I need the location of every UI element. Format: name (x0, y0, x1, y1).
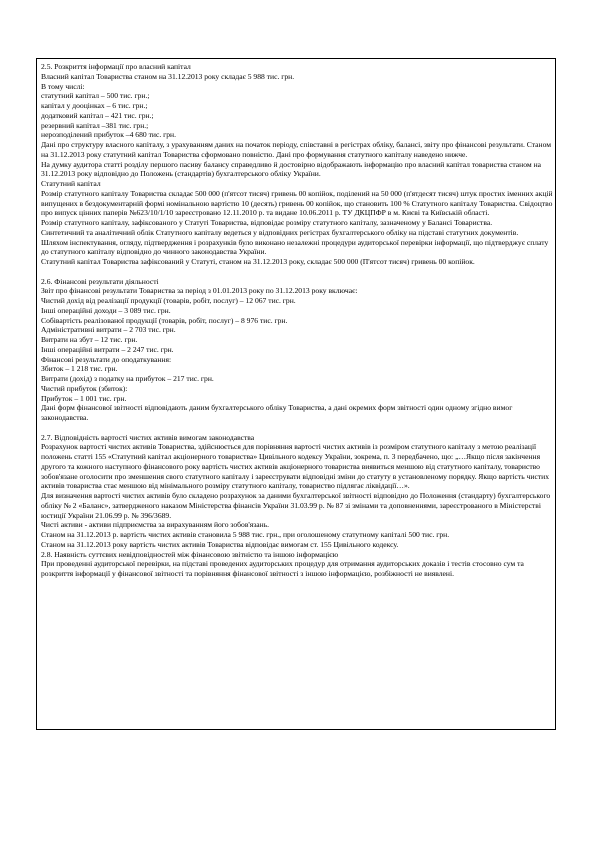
section-heading: 2.6. Фінансові результати діяльності (41, 276, 159, 286)
list-item: Чистий прибуток (збиток): (41, 383, 128, 393)
paragraph: Станом на 31.12.2013 р. вартість чистих активів становила 5 988 тис. грн., при оголошеному статутному капіталі 500 тис. грн. (41, 530, 450, 539)
paragraph: Станом на 31.12.2013 року вартість чистих активів Товариства відповідає вимогам ст. 155 Цивільного кодексу. (41, 539, 399, 549)
list-item: статутний капітал – 500 тис. грн.; (41, 91, 150, 101)
list-item: Витрати на збут – 12 тис. грн. (41, 335, 138, 344)
list-item: Витрати (дохід) з податку на прибуток – 217 тис. грн. (41, 374, 214, 383)
list-item: Інші операційні витрати – 2 247 тис. грн. (41, 344, 174, 354)
list-item: Чистий дохід від реалізації продукції (товарів, робіт, послуг) – 12 067 тис. грн. (41, 296, 296, 305)
list-item: капітал у дооцінках – 6 тис. грн.; (41, 101, 148, 110)
section-heading: 2.8. Наявність суттєвих невідповідностей між фінансовою звітністю та іншою інформацією (41, 549, 339, 559)
section-financial-results (41, 277, 553, 423)
section-heading: 2.5. Розкриття інформації про власний капітал (41, 62, 191, 71)
list-item: Собівартість реалізованої продукції (товарів, робіт, послуг) – 8 976 тис. грн. (41, 315, 288, 325)
list-item: Збиток – 1 218 тис. грн. (41, 364, 118, 374)
list-item: Адміністративні витрати – 2 703 тис. грн. (41, 325, 176, 335)
document-page (36, 58, 556, 730)
section-equity (41, 62, 553, 267)
spacer (41, 423, 553, 433)
list-item: Фінансові результати до оподаткування: (41, 354, 172, 364)
paragraph: Розмір статутного капіталу Товариства складає 500 000 (п'ятсот тисяч) гривень 00 копійок, поділений на 50 000 (п'ятдесят тисяч) штук простих іменних акцій випущених в бездокументарній формі номінальною вартістю 10 (десять) гривень 00 копійок, що становить 100 % Статутного капіталу Товариства. Свідоцтво про випуск цінних паперів №623/10/1/10 зареєстровано 12.11.2010 р. та видане 10.06.2011 р. ТУ ДКЦПФР в м. Києві та Київській області. (41, 188, 553, 218)
list-item: додатковий капітал – 421 тис. грн.; (41, 110, 154, 120)
paragraph: Для визначення вартості чистих активів було складено розрахунок за даними бухгалтерської звітності відповідно до Положення (стандарту) бухгалтерського обліку № 2 «Баланс», затвердженого наказом Міністерства фінансів України 31.03.99 р. № 87 зі змінами та доповненнями, зареєстрованого в Міністерстві юстиції України 21.06.99 р. № 396/3689. (41, 491, 551, 520)
paragraph: На думку аудитора статті розділу першого пасиву балансу справедливо й достовірно відображають інформацію про власний капітал товариства станом на 31.12.2013 року відповідно до Положень (стандартів) бухгалтерського обліку України. (41, 159, 542, 179)
paragraph: Статутний капітал Товариства зафіксований у Статуті, станом на 31.12.2013 року, складає 500 000 (П'ятсот тисяч) гривень 00 копійок. (41, 257, 475, 266)
section-heading: 2.7. Відповідність вартості чистих активів вимогам законодавства (41, 432, 255, 442)
paragraph: Звіт про фінансові результати Товариства за період з 01.01.2013 року по 31.12.2013 року включає: (41, 286, 358, 296)
spacer (41, 267, 553, 277)
list-item: Прибуток – 1 001 тис. грн. (41, 393, 127, 403)
subheading: Статутний капітал (41, 179, 101, 188)
section-net-assets (41, 433, 553, 579)
list-item: нерозподілений прибуток –4 680 тис. грн. (41, 130, 176, 140)
list-item: Інші операційні доходи – 3 089 тис. грн. (41, 305, 171, 315)
paragraph: Синтетичний та аналітичний облік Статутного капіталу ведеться у відповідних регістрах бухгалтерського обліку на підставі статутних документів. (41, 227, 519, 237)
list-item: резервний капітал –381 тис. грн.; (41, 120, 149, 130)
paragraph: Розмір статутного капіталу, зафіксованого у Статуті Товариства, відповідає розміру статутного капіталу, зазначеному у Балансі Товариства. (41, 218, 493, 227)
paragraph: Шляхом інспектування, огляду, підтвердження і розрахунків було виконано незалежні процедури аудиторської перевірки інформації, що підтверджує сплату до статутного капіталу відповідно до чинного законодавства України. (41, 237, 549, 257)
paragraph: Дані форм фінансової звітності відповідають даним бухгалтерського обліку Товариства, а дані окремих форм звітності один одному згідно вимог законодавства. (41, 403, 513, 422)
paragraph: Власний капітал Товариства станом на 31.12.2013 року складає 5 988 тис. грн. (41, 71, 295, 81)
paragraph: Чисті активи - активи підприємства за вирахуванням його зобов'язань. (41, 520, 270, 530)
paragraph: При проведенні аудиторської перевірки, на підставі проведених аудиторських процедур для отримання аудиторських доказів і тестів стосовно сум та розкриття інформації у фінансової звітності та порівняння фінансової звітності з іншою інформацією, розбіжності не виявлені. (41, 559, 524, 578)
paragraph: Розрахунок вартості чистих активів Товариства, здійснюється для порівняння вартості чистих активів із розміром статутного капіталу з метою реалізації положень статті 155 «Статутний капітал акціонерного товариства» Цивільного кодексу України, зокрема, п. 3 передбачено, що: „…Якщо після закінчення другого та кожного наступного фінансового року вартість чистих активів акціонерного товариства виявиться меншою від статутного капіталу, товариство зобов'язане оголосити про зменшення свого статутного капіталу і зареєструвати відповідні зміни до статуту в установленому порядку. Якщо вартість чистих активів товариства стає меншою від мінімального розміру статутного капіталу, товариство підлягає ліквідації…». (41, 442, 550, 491)
paragraph: Дані про структуру власного капіталу, з урахуванням даних на початок періоду, співставні в регістрах обліку, балансі, звіту про фінансові результати. Станом на 31.12.2013 року статутний капітал Товариства сформовано повністю. Дані про формування статутного капіталу наведено нижче. (41, 140, 552, 159)
paragraph: В тому числі: (41, 81, 85, 91)
